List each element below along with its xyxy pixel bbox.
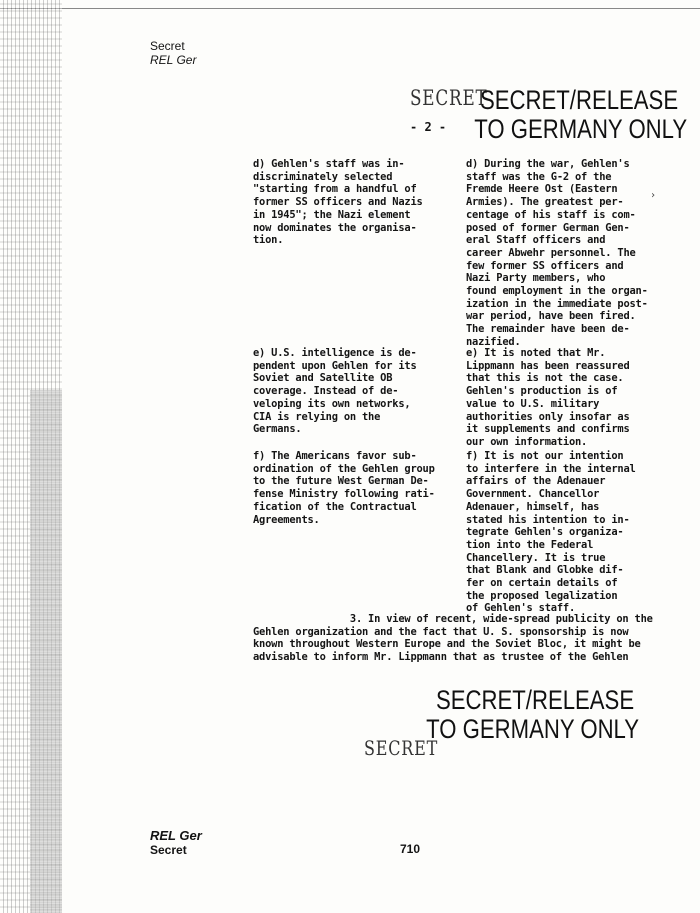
right-column-d: d) During the war, Gehlen's staff was the G-2 of the Fremde Heere Ost (Eastern Armies). The greatest per- centage of his staff is com- posed of former German Gen- eral Staff officers and career Abwehr personnel. The few former SS officers and Nazi Party members, who found employment in the organ- ization in the immediate post- war period, have been fired. The remainder have been de- nazified. [466,158,648,348]
page-number: 710 [400,842,421,856]
stamp-line-2: TO GERMANY ONLY [474,114,688,144]
release-stamp-header [474,85,688,144]
left-column-e: e) U.S. intelligence is de- pendent upon Gehlen for its Soviet and Satellite OB coverage. Instead of de- veloping its own networks, CIA is relying on the Germans. [253,347,417,436]
secret-stamp-small: SECRET [410,86,488,110]
release-stamp-footer [426,685,640,744]
footer-classification-label: Secret [150,843,187,857]
page-marker: - 2 - [410,120,447,134]
paragraph-3: 3. In view of recent, wide-spread publicity on the Gehlen organization and the fact that U. S. sponsorship is now known throughout Western Europe and the Soviet Bloc, it might be advisable to inform Mr. Lippmann that as trustee of the Gehlen [253,613,653,664]
left-column-f: f) The Americans favor sub- ordination of the Gehlen group to the future West German De- fense Ministry following rati- fication of the Contractual Agreements. [253,450,435,526]
footer-release-label: REL Ger [150,828,202,843]
footer-stamp-line-2: TO GERMANY ONLY [426,714,640,744]
scan-top-edge [0,0,700,10]
scan-left-edge [0,0,62,913]
footer-classification [150,829,202,857]
classification-label: Secret [150,39,185,53]
right-column-f: f) It is not our intention to interfere in the internal affairs of the Adenauer Government. Chancellor Adenauer, himself, has stated his intention to in- tegrate Gehlen's organiza- tion into the Federal Chancellery. It is true that Blank and Globke dif- fer on certain details of the proposed legalization of Gehlen's staff. [466,450,636,615]
release-label: REL Ger [150,53,197,67]
stamp-line-1: SECRET/RELEASE [480,85,679,115]
margin-mark: › [650,190,657,201]
header-classification [150,39,196,67]
footer-stamp-line-1: SECRET/RELEASE [436,685,635,715]
footer-secret-stamp-small: SECRET [364,736,439,760]
right-column-e: e) It is noted that Mr. Lippmann has been reassured that this is not the case. Gehlen's production is of value to U.S. military authorities only insofar as it supplements and confirms our own information. [466,347,630,448]
left-column-d: d) Gehlen's staff was in- discriminately selected "starting from a handful of former SS officers and Nazis in 1945"; the Nazi element now dominates the organisa- tion. [253,158,423,247]
